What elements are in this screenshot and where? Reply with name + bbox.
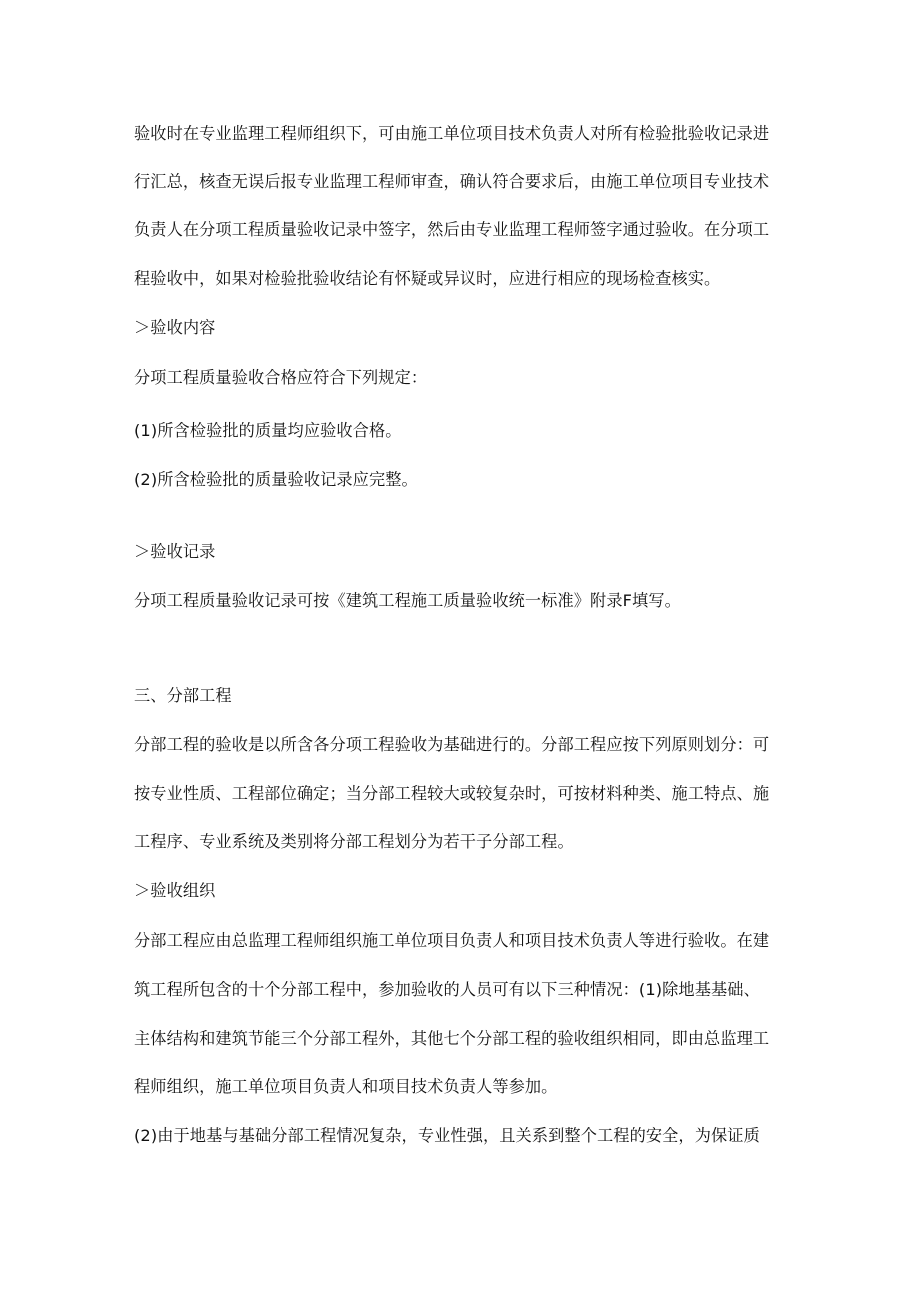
list-item: (2)由于地基与基础分部工程情况复杂，专业性强，且关系到整个工程的安全，为保证质 bbox=[134, 1126, 760, 1145]
body-text-line: 分部工程的验收是以所含各分项工程验收为基础进行的。分部工程应按下列原则划分：可 bbox=[134, 735, 770, 754]
subheading-acceptance-record: ＞验收记录 bbox=[134, 542, 216, 561]
list-item: (2)所含检验批的质量验收记录应完整。 bbox=[134, 470, 418, 489]
subheading-acceptance-content: ＞验收内容 bbox=[134, 318, 216, 337]
body-text-line: 筑工程所包含的十个分部工程中，参加验收的人员可有以下三种情况：(1)除地基基础、 bbox=[134, 980, 760, 999]
subheading-acceptance-organization: ＞验收组织 bbox=[134, 881, 216, 900]
body-text-line: 验收时在专业监理工程师组织下，可由施工单位项目技术负责人对所有检验批验收记录进 bbox=[134, 124, 770, 143]
section-heading-division-works: 三、分部工程 bbox=[134, 686, 232, 705]
body-text-line: 主体结构和建筑节能三个分部工程外，其他七个分部工程的验收组织相同，即由总监理工 bbox=[134, 1029, 770, 1048]
list-item: (1)所含检验批的质量均应验收合格。 bbox=[134, 421, 402, 440]
body-text-line: 负责人在分项工程质量验收记录中签字，然后由专业监理工程师签字通过验收。在分项工 bbox=[134, 220, 770, 239]
body-text-line: 工程序、专业系统及类别将分部工程划分为若干子分部工程。 bbox=[134, 832, 574, 851]
body-text-line: 分项工程质量验收记录可按《建筑工程施工质量验收统一标准》附录F填写。 bbox=[134, 591, 681, 610]
body-text-line: 程验收中，如果对检验批验收结论有怀疑或异议时，应进行相应的现场检查核实。 bbox=[134, 269, 721, 288]
body-text-line: 程师组织，施工单位项目负责人和项目技术负责人等参加。 bbox=[134, 1077, 558, 1096]
body-text-line: 分项工程质量验收合格应符合下列规定： bbox=[134, 368, 428, 387]
body-text-line: 分部工程应由总监理工程师组织施工单位项目负责人和项目技术负责人等进行验收。在建 bbox=[134, 931, 770, 950]
body-text-line: 按专业性质、工程部位确定；当分部工程较大或较复杂时，可按材料种类、施工特点、施 bbox=[134, 784, 770, 803]
body-text-line: 行汇总，核查无误后报专业监理工程师审查，确认符合要求后，由施工单位项目专业技术 bbox=[134, 172, 770, 191]
